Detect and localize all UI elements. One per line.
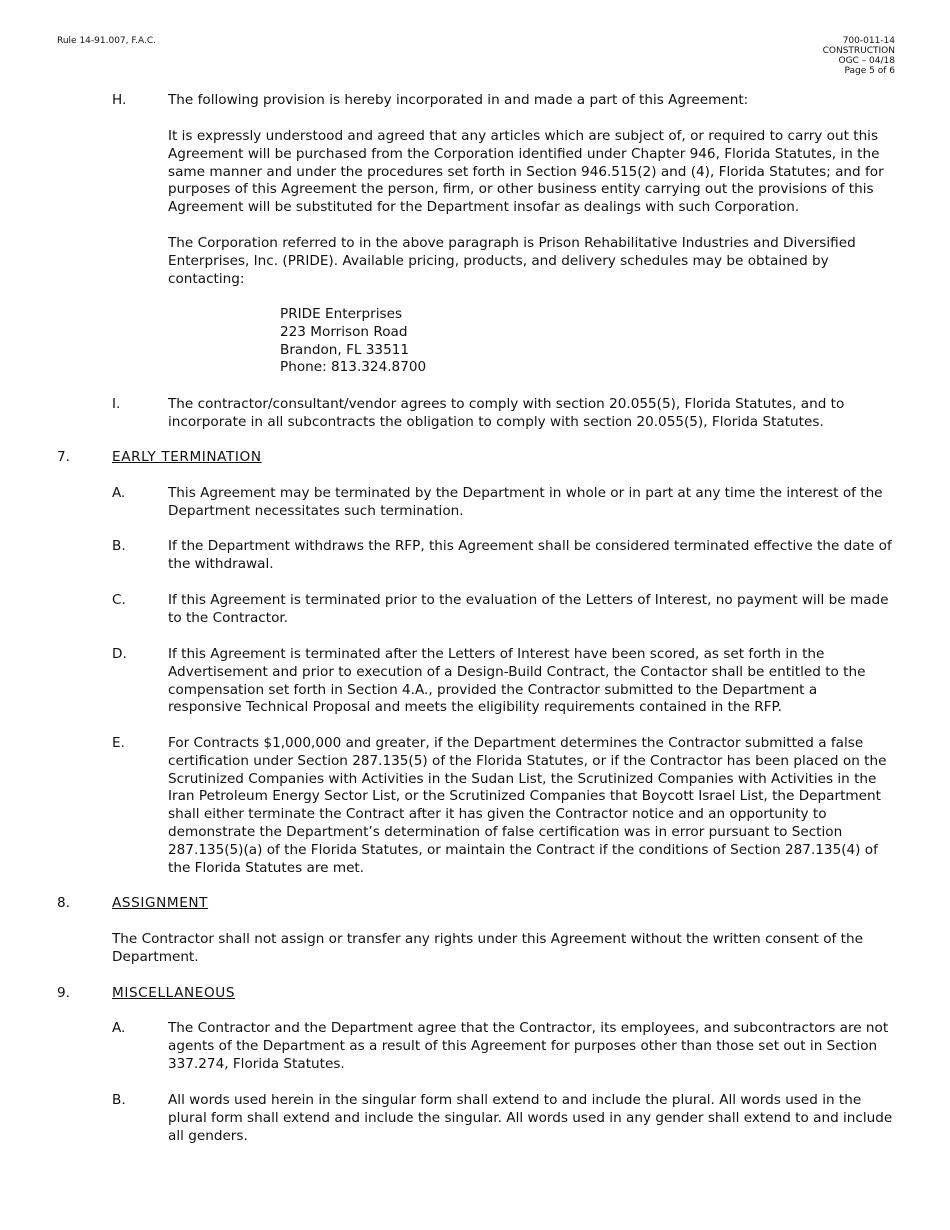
section-9-item-a-marker: A. [112,1020,126,1036]
section-7-item-c-marker: C. [112,592,126,608]
section-7-item-b-marker: B. [112,538,126,554]
address-street: 223 Morrison Road [280,323,408,340]
item-h-paragraph-1: It is expressly understood and agreed that any articles which are subject of, or required to carry out this Agreement will be purchased from the Corporation identified under Chapter 946, Florida Statutes, in the same manner and under the procedures set forth in Section 946.515(2) and (4), Florida Statutes; and for purposes of this Agreement the person, firm, or other business entity carrying out the provisions of this Agreement will be substituted for the Department insofar as dealings with such Corporation. [168,128,884,216]
section-7-item-e-marker: E. [112,735,125,751]
section-7-title: EARLY TERMINATION [112,449,262,465]
page-number: Page 5 of 6 [844,66,895,76]
item-h-marker: H. [112,92,127,108]
section-9-item-b-marker: B. [112,1092,126,1108]
section-7-item-e-text: For Contracts $1,000,000 and greater, if the Department determines the Contractor submitted a false certification under Section 287.135(5) of the Florida Statutes, or if the Contractor has been placed on the Scrutinized Companies with Activities in the Sudan List, the Scrutinized Companies with Activities in the Iran Petroleum Energy Sector List, or the Scrutinized Companies that Boycott Israel List, the Department shall either terminate the Contract after it has given the Contractor notice and an opportunity to demonstrate the Department’s determination of false certification was in error pursuant to Section 287.135(5)(a) of the Florida Statutes, or maintain the Contract if the conditions of Section 287.135(4) of the Florida Statutes are met. [168,735,887,876]
form-number: 700-011-14 [842,36,895,46]
section-7-item-a-marker: A. [112,485,126,501]
form-header [823,36,895,76]
section-9-title: MISCELLANEOUS [112,985,236,1001]
pride-address [280,306,426,377]
address-name: PRIDE Enterprises [280,306,403,322]
section-8-title: ASSIGNMENT [112,895,209,911]
section-9-number: 9. [57,985,70,1001]
item-i-marker: I. [112,396,121,412]
address-phone: Phone: 813.324.8700 [280,359,427,376]
section-7-number: 7. [57,449,70,465]
item-i-text: The contractor/consultant/vendor agrees to comply with section 20.055(5), Florida Statutes, and to incorporate in all subcontracts the obligation to comply with section 20.055(5), Florida Statutes. [168,396,845,430]
item-h-paragraph-2: The Corporation referred to in the above paragraph is Prison Rehabilitative Industries and Diversified Enterprises, Inc. (PRIDE). Available pricing, products, and delivery schedules may be obtained by contacting: [168,235,856,287]
section-9-item-b-text: All words used herein in the singular form shall extend to and include the plural. All words used in the plural form shall extend and include the singular. All words used in any gender shall extend to and include all genders. [168,1092,893,1144]
section-7-item-b-text: If the Department withdraws the RFP, this Agreement shall be considered terminated effective the date of the withdrawal. [168,538,892,572]
section-9-item-a-text: The Contractor and the Department agree that the Contractor, its employees, and subcontractors are not agents of the Department as a result of this Agreement for purposes other than those set out in Section 337.274, Florida Statutes. [168,1020,889,1072]
section-7-item-a-text: This Agreement may be terminated by the Department in whole or in part at any time the interest of the Department necessitates such termination. [168,485,883,519]
form-revision: OGC – 04/18 [838,56,895,66]
section-8-number: 8. [57,895,70,911]
address-city: Brandon, FL 33511 [280,341,410,358]
section-7-item-c-text: If this Agreement is terminated prior to the evaluation of the Letters of Interest, no payment will be made to the Contractor. [168,592,889,626]
section-7-item-d-marker: D. [112,646,127,662]
item-h-intro: The following provision is hereby incorporated in and made a part of this Agreement: [168,92,749,108]
rule-reference: Rule 14-91.007, F.A.C. [57,36,156,46]
section-7-item-d-text: If this Agreement is terminated after the Letters of Interest have been scored, as set forth in the Advertisement and prior to execution of a Design-Build Contract, the Contactor shall be entitled to the compensation set forth in Section 4.A., provided the Contractor submitted to the Department a responsive Technical Proposal and meets the eligibility requirements contained in the RFP. [168,646,866,716]
section-8-text: The Contractor shall not assign or transfer any rights under this Agreement without the written consent of the Department. [112,931,863,965]
form-category: CONSTRUCTION [822,46,895,56]
